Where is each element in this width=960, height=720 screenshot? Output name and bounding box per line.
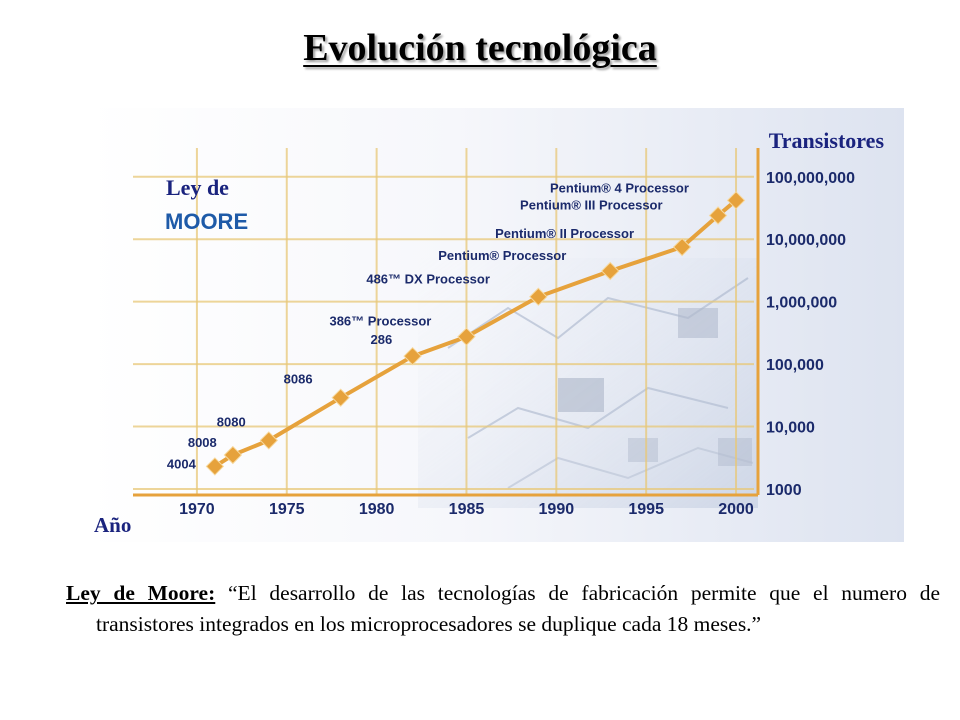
chart-svg bbox=[88, 108, 904, 542]
y-tick-label: 10,000 bbox=[766, 419, 815, 437]
y-tick-label: 100,000,000 bbox=[766, 169, 855, 187]
y-tick-label: 10,000,000 bbox=[766, 232, 847, 250]
point-label: 486™ DX Processor bbox=[366, 271, 490, 287]
x-tick-label: 1990 bbox=[538, 501, 575, 518]
point-label: 386™ Processor bbox=[329, 313, 432, 329]
point-label: 8008 bbox=[187, 435, 217, 451]
y-tick-label: 1000 bbox=[766, 482, 802, 499]
y-axis-label: Transistores bbox=[768, 128, 884, 153]
point-label: 8086 bbox=[283, 371, 313, 387]
x-tick-label: 1970 bbox=[179, 501, 215, 518]
point-label: Pentium® Processor bbox=[438, 247, 567, 263]
point-label: Pentium® 4 Processor bbox=[550, 180, 689, 196]
y-tick-label: 1,000,000 bbox=[766, 294, 838, 312]
x-tick-label: 2000 bbox=[718, 501, 754, 518]
chart-title-line-1: Ley de bbox=[166, 175, 229, 200]
x-tick-label: 1995 bbox=[628, 501, 664, 518]
x-tick-label: 1980 bbox=[358, 501, 395, 518]
point-label: 286 bbox=[370, 332, 393, 348]
moore-law-caption bbox=[66, 578, 940, 640]
x-tick-label: 1975 bbox=[268, 501, 305, 518]
point-label: Pentium® III Processor bbox=[520, 197, 663, 213]
slide-title: Evolución tecnológica bbox=[303, 27, 657, 69]
point-label: Pentium® II Processor bbox=[495, 226, 635, 242]
moore-chart bbox=[88, 108, 904, 542]
caption-term: Ley de Moore: bbox=[66, 581, 216, 605]
chart-title-line-2: MOORE bbox=[165, 209, 249, 234]
point-label: 4004 bbox=[166, 456, 196, 472]
x-axis-label: Año bbox=[94, 513, 132, 537]
y-tick-label: 100,000 bbox=[766, 357, 824, 375]
circuit-board-decoration bbox=[418, 258, 758, 508]
point-label: 8080 bbox=[216, 414, 246, 430]
caption-text: “El desarrollo de las tecnologías de fabricación permite que el numero de transistores integrados en los microprocesadores se duplique cada 18 meses.” bbox=[96, 581, 940, 636]
x-tick-label: 1985 bbox=[448, 501, 485, 518]
